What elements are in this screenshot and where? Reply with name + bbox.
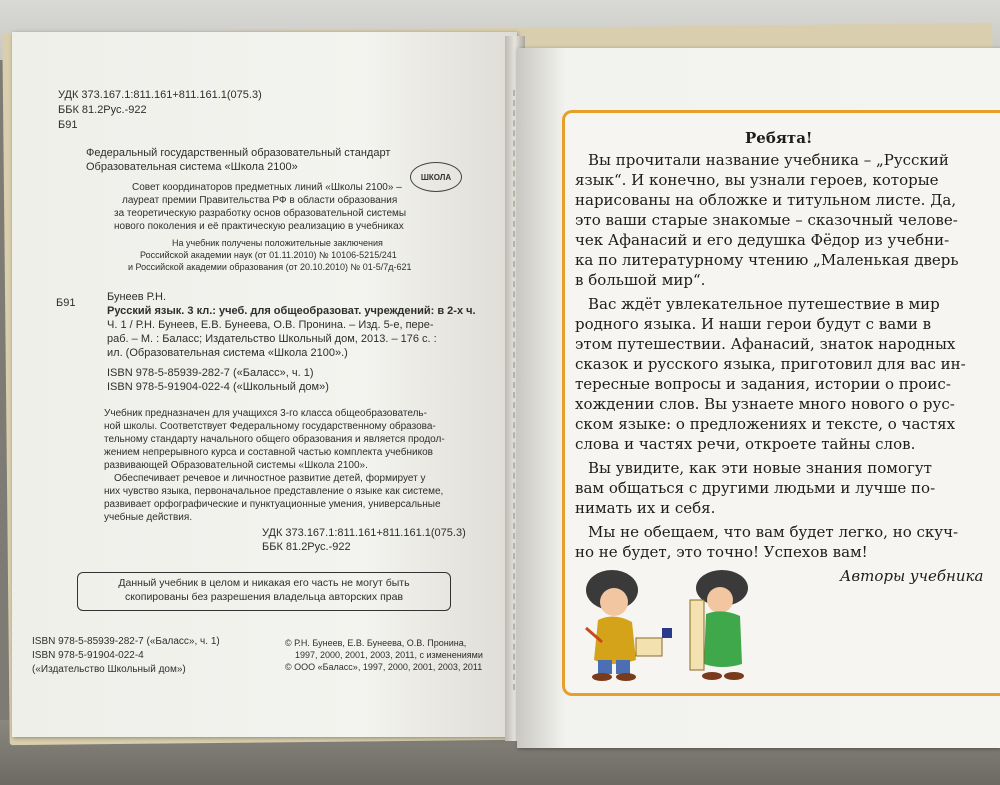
isbn-line: ISBN 978-5-85939-282-7 («Баласс», ч. 1)	[107, 367, 314, 379]
approval-line: На учебник получены положительные заключения	[172, 238, 383, 248]
copyright-line: © ООО «Баласс», 1997, 2000, 2001, 2003, 2011	[285, 662, 483, 672]
annotation-line: жением непрерывного курса и составной частью комплекта учебников	[104, 447, 433, 458]
text-line: Вы увидите, как эти новые знания помогут	[588, 459, 932, 477]
characters-illustration	[572, 560, 772, 685]
council-line: за теоретическую разработку основ образовательной системы	[114, 208, 407, 219]
text-line: Вы прочитали название учебника – „Русский	[588, 151, 949, 169]
bib-line: раб. – М. : Баласс; Издательство Школьный дом, 2013. – 176 с. :	[107, 333, 437, 345]
udk-code: УДК 373.167.1:811.161+811.161.1(075.3)	[58, 89, 262, 101]
copyright-notice	[77, 572, 451, 611]
annotation-line: учебные действия.	[104, 512, 193, 523]
copyright-line: 1997, 2000, 2001, 2003, 2011, с изменениями	[295, 650, 483, 660]
authors-signature: Авторы учебника	[840, 567, 984, 585]
text-line: тересные вопросы и задания, истории о проис-	[575, 375, 951, 393]
text-line: сказок и русского языка, приготовил для вас ин-	[575, 355, 966, 373]
annotation-line: них чувство языка, первоначальное представление о языке как системе,	[104, 486, 444, 497]
isbn-bottom-line: ISBN 978-5-85939-282-7 («Баласс», ч. 1)	[32, 636, 220, 647]
text-line: в большой мир“.	[575, 271, 706, 289]
text-line: этом путешествии. Афанасий, знаток народных	[575, 335, 956, 353]
text-line: чек Афанасий и его дедушка Фёдор из учебни-	[575, 231, 950, 249]
annotation-line: ной школы. Соответствует Федеральному государственному образова-	[104, 421, 436, 432]
annotation-line: тельному стандарту начального общего образования и является продол-	[104, 434, 445, 445]
text-line: хождении слов. Вы узнаете много нового о рус-	[575, 395, 955, 413]
isbn-bottom-line: ISBN 978-5-91904-022-4	[32, 650, 144, 661]
standard-line: Образовательная система «Школа 2100»	[86, 161, 298, 173]
text-line: язык“. И конечно, вы узнали героев, которые	[575, 171, 939, 189]
text-line: нимать их и себя.	[575, 499, 716, 517]
school-2100-logo: ШКОЛА	[410, 162, 462, 192]
bib-line: Ч. 1 / Р.Н. Бунеев, Е.В. Бунеева, О.В. Пронина. – Изд. 5-е, пере-	[107, 319, 434, 331]
council-line: лауреат премии Правительства РФ в области образования	[122, 195, 398, 206]
text-line: но не будет, это точно! Успехов вам!	[575, 543, 868, 561]
annotation-line: Учебник предназначен для учащихся 3-го класса общеобразователь-	[104, 408, 427, 419]
standard-line: Федеральный государственный образовательный стандарт	[86, 147, 391, 159]
approval-line: и Российской академии образования (от 20.10.2010) № 01-5/7д-621	[128, 262, 412, 272]
text-line: вам общаться с другими людьми и лучше по-	[575, 479, 936, 497]
text-line: слова и частях речи, откроете тайны слов.	[575, 435, 916, 453]
notice-line: Данный учебник в целом и никакая его часть не могут быть	[118, 577, 410, 589]
text-line: ка по литературному чтению „Маленькая дверь	[575, 251, 959, 269]
fyodor-figure	[690, 570, 748, 680]
copyright-line: © Р.Н. Бунеев, Е.В. Бунеева, О.В. Пронина,	[285, 638, 467, 648]
bib-author: Бунеев Р.Н.	[107, 291, 167, 303]
afanasiy-figure	[586, 570, 662, 681]
text-line: это ваши старые знакомые – сказочный челове-	[575, 211, 958, 229]
inkwell	[662, 628, 672, 638]
author-code: Б91	[58, 119, 78, 131]
bbk-code-repeat: ББК 81.2Рус.-922	[262, 541, 351, 553]
approval-line: Российской академии наук (от 01.11.2010) № 10106-5215/241	[140, 250, 397, 260]
udk-code-repeat: УДК 373.167.1:811.161+811.161.1(075.3)	[262, 527, 466, 539]
binding-stitch	[513, 90, 517, 690]
bib-line: ил. (Образовательная система «Школа 2100».)	[107, 347, 348, 359]
text-line: родного языка. И наши герои будут с вами в	[575, 315, 932, 333]
notice-line: скопированы без разрешения владельца авторских прав	[124, 591, 404, 603]
isbn-line: ISBN 978-5-91904-022-4 («Школьный дом»)	[107, 381, 329, 393]
council-line: Совет координаторов предметных линий «Школы 2100» –	[132, 182, 402, 193]
annotation-line: развивающей Образовательной системы «Школа 2100».	[104, 460, 368, 471]
bib-code: Б91	[56, 297, 76, 309]
isbn-bottom-line: («Издательство Школьный дом»)	[32, 664, 186, 675]
text-line: Вас ждёт увлекательное путешествие в мир	[588, 295, 940, 313]
greeting-heading: Ребята!	[745, 129, 813, 147]
bib-line: Русский язык. 3 кл.: учеб. для общеобразоват. учреждений: в 2-х ч.	[107, 305, 476, 317]
bbk-code: ББК 81.2Рус.-922	[58, 104, 147, 116]
text-line: ском языке: о предложениях и тексте, о частях	[575, 415, 956, 433]
text-line: Мы не обещаем, что вам будет легко, но скуч-	[588, 523, 959, 541]
annotation-line: Обеспечивает речевое и личностное развитие детей, формирует у	[114, 473, 426, 484]
council-line: нового поколения и её практическую реализацию в учебниках	[114, 221, 404, 232]
text-line: нарисованы на обложке и титульном листе. Да,	[575, 191, 957, 209]
annotation-line: развивает орфографические и пунктуационные умения, универсальные	[104, 499, 441, 510]
